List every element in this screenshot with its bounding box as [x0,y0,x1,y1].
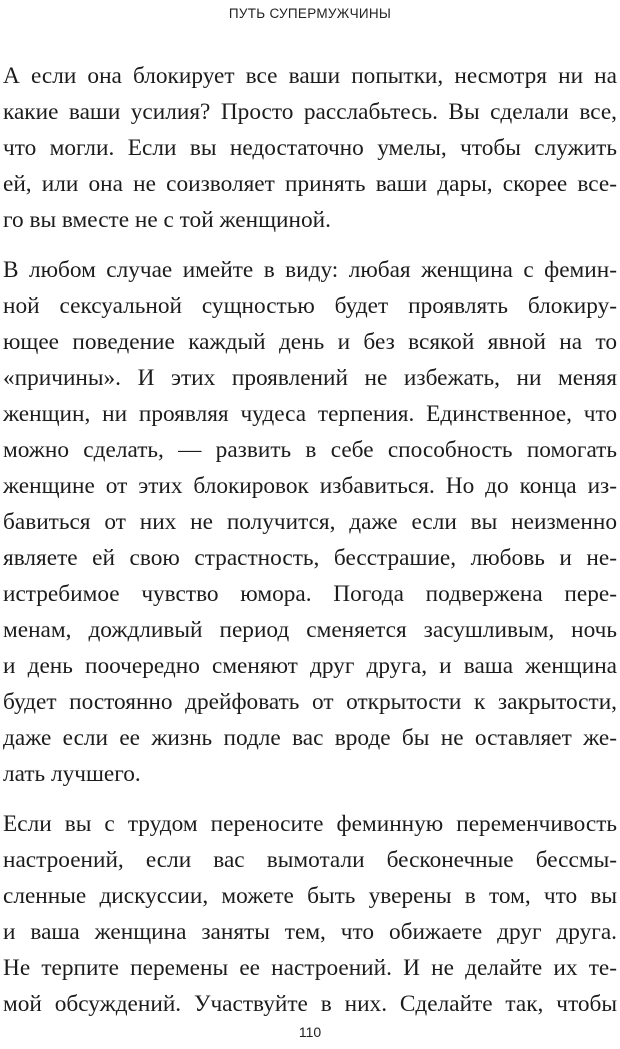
text-line: «причины». И этих проявлений не избежать, ни меняя [3,365,617,391]
text-line: мой обсуждений. Участвуйте в них. Сделайте так, чтобы [3,991,617,1017]
paragraph-1 [3,58,617,238]
text-line: ей, или она не соизволяет принять ваши дары, скорее все- [3,171,617,197]
text-line: женщин, ни проявляя чудеса терпения. Единственное, что [3,401,617,427]
text-line: Если вы с трудом переносите феминную переменчивость [3,811,617,837]
text-line: В любом случае имейте в виду: любая женщина с фемин- [3,257,617,283]
text-line: ной сексуальной сущностью будет проявлять блокиру- [3,293,617,319]
text-line: что могли. Если вы недостаточно умелы, чтобы служить [3,135,617,161]
text-line: женщине от этих блокировок избавиться. Но до конца из- [3,473,617,499]
text-line: ющее поведение каждый день и без всякой явной на то [3,329,617,355]
text-line: являете ей свою страстность, бесстрашие, любовь и не- [3,545,617,571]
text-line: настроений, если вас вымотали бесконечные бессмы- [3,847,617,873]
text-line: А если она блокирует все ваши попытки, несмотря ни на [3,63,617,89]
running-header: ПУТЬ СУПЕРМУЖЧИНЫ [228,6,392,21]
text-line: сленные дискуссии, можете быть уверены в том, что вы [3,883,617,909]
text-line: менам, дождливый период сменяется засушливым, ночь [3,617,617,643]
text-line: какие ваши усилия? Просто расслабьтесь. Вы сделали все, [3,99,617,125]
text-line: даже если ее жизнь подле вас вроде бы не оставляет же- [3,725,617,751]
body-text [3,58,617,1036]
text-line: можно сделать, — развить в себе способность помогать [3,437,617,463]
text-line: го вы вместе не с той женщиной. [3,207,331,233]
text-line: и день поочередно сменяют друг друга, и ваша женщина [3,653,617,679]
text-line: будет постоянно дрейфовать от открытости к закрытости, [3,689,617,715]
page-number: 110 [298,1024,322,1040]
paragraph-3 [3,806,617,1022]
text-line: лать лучшего. [3,761,141,787]
text-line: истребимое чувство юмора. Погода подвержена пере- [3,581,617,607]
text-line: бавиться от них не получится, даже если вы неизменно [3,509,617,535]
text-line: Не терпите перемены ее настроений. И не делайте их те- [3,955,617,981]
paragraph-2 [3,252,617,792]
text-line: и ваша женщина заняты тем, что обижаете друг друга. [3,919,617,945]
